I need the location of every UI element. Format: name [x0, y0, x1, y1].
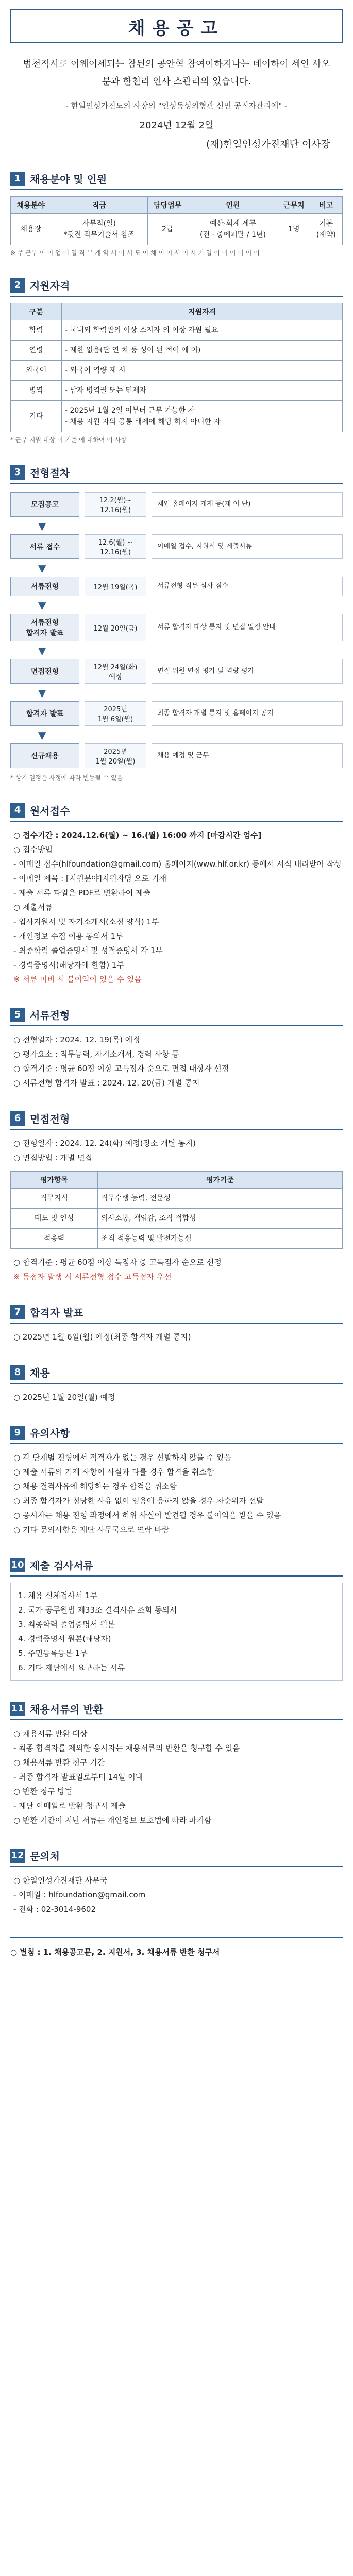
flow-desc: 서류 합격자 대상 통지 및 면접 일정 안내: [152, 614, 343, 641]
section-number: 11: [10, 1702, 25, 1716]
flow-step: 신규채용: [10, 743, 79, 768]
attachments-line: ○ 별첨 : 1. 채용공고문, 2. 지원서, 3. 채용서류 반환 청구서: [10, 1937, 343, 1957]
section-apply: [10, 803, 343, 987]
table-header: 비고: [310, 197, 342, 214]
section-title: 전형절차: [30, 467, 70, 479]
list-item: 4. 경력증명서 원본(해당자): [18, 1634, 111, 1643]
list-item: ○ 채용서류 반환 대상: [13, 1729, 88, 1738]
flow-row: [10, 659, 343, 699]
section-process: [10, 465, 343, 782]
section-submit-docs: [10, 1557, 343, 1681]
flow-desc: 이메일 접수, 지원서 및 제출서류: [152, 534, 343, 559]
section-number: 4: [10, 803, 25, 818]
section-header: [10, 1557, 343, 1577]
table-cell: 조직 적응능력 및 발전가능성: [98, 1229, 343, 1249]
section-title: 합격자 발표: [30, 1307, 83, 1319]
list-item: ○ 제출 서류의 기재 사항이 사실과 다를 경우 합격을 취소함: [13, 1467, 214, 1477]
table-row: [11, 214, 343, 245]
text-line: - 이메일 제목 : [지원분야]지원자명 으로 기재: [13, 874, 167, 883]
section-recruit: [10, 171, 343, 257]
table-cell: - 2025년 1월 2일 이부터 근무 가능한 자 - 채용 지원 자의 공통 배제에 해당 하지 아니한 자: [62, 401, 343, 432]
list-item: - 최종 합격자를 제외한 응시자는 채용서류의 반환을 청구할 수 있음: [13, 1743, 240, 1753]
flow-row: [10, 743, 343, 768]
interview-details-2: [10, 1255, 343, 1284]
list-item: ○ 최종 합격자가 정당한 사유 없이 임용에 응하지 않을 경우 차순위자 선발: [13, 1496, 264, 1505]
flow-desc: 최종 합격자 개별 통지 및 홈페이지 공지: [152, 701, 343, 726]
list-item: ○ 응시자는 채용 전형 과정에서 허위 사실이 발견될 경우 불이익을 받을 수 있음: [13, 1511, 281, 1520]
section-number: 6: [10, 1111, 25, 1126]
text-line: - 개인정보 수집 이용 동의서 1부: [13, 931, 123, 941]
arrow-down-icon: ▼: [38, 645, 46, 657]
hire-text: ○ 2025년 1월 20일(월) 예정: [13, 1393, 115, 1402]
section-result: [10, 1304, 343, 1344]
text-line: ○ 제출서류: [13, 903, 53, 912]
section-return-docs: [10, 1701, 343, 1827]
page-title: 채용공고: [128, 18, 225, 39]
section-header: [10, 1848, 343, 1867]
section-title: 원서접수: [30, 805, 70, 817]
section-title: 채용분야 및 인원: [30, 173, 107, 185]
flow-step: 면접전형: [10, 659, 79, 684]
text-line: - 이메일 접수(hlfoundation@gmail.com) 홈페이지(www.hlf.or.kr) 등에서 서식 내려받아 작성: [13, 859, 342, 869]
table-cell: 1명: [278, 214, 310, 245]
table-header: 근무지: [278, 197, 310, 214]
table-cell: - 남자 병역필 또는 면제자: [62, 381, 343, 401]
section-header: [10, 1007, 343, 1026]
flow-date: 12월 19일(목): [85, 577, 146, 596]
interview-table: [10, 1171, 343, 1249]
section-number: 3: [10, 465, 25, 480]
section-header: [10, 1365, 343, 1384]
section-qualification: [10, 278, 343, 444]
table-cell: 학력: [11, 320, 62, 341]
table-note: * 근무 지원 대상 이 기준 에 대하여 이 사항: [10, 436, 127, 444]
flow-step: 서류 접수: [10, 534, 79, 559]
section-header: [10, 1304, 343, 1324]
table-cell: 직무수행 능력, 전문성: [98, 1189, 343, 1209]
apply-details: [10, 828, 343, 987]
table-cell: 연령: [11, 341, 62, 361]
flow-date: 12월 24일(화) 예정: [85, 659, 146, 684]
table-cell: - 외국어 역량 제 시: [62, 361, 343, 381]
section-title: 제출 검사서류: [30, 1560, 93, 1572]
table-cell: 의사소통, 책임감, 조직 적합성: [98, 1209, 343, 1229]
section-number: 7: [10, 1305, 25, 1319]
arrow-down-icon: ▼: [38, 729, 46, 741]
section-title: 면접전형: [30, 1113, 70, 1125]
arrow-down-icon: ▼: [38, 520, 46, 532]
submit-docs-box: [10, 1583, 343, 1681]
list-item: 5. 주민등록등본 1부: [18, 1649, 88, 1658]
text-line: - 입사지원서 및 자기소개서(소정 양식) 1부: [13, 917, 159, 926]
table-row: [11, 401, 343, 432]
flow-desc: 채인 홈페이지 게재 등(재 이 단): [152, 492, 343, 517]
section-hire: [10, 1365, 343, 1404]
title-box: [10, 9, 343, 43]
issuing-org: (재)한일인성가진재단 이사장: [206, 139, 330, 150]
qualification-table: [10, 303, 343, 432]
flow-desc: 채용 예정 및 근무: [152, 743, 343, 768]
table-header: 평가항목: [11, 1172, 98, 1189]
list-item: ○ 채용서류 반환 청구 기간: [13, 1758, 105, 1767]
table-cell: 외국어: [11, 361, 62, 381]
section-header: [10, 803, 343, 822]
table-row: [11, 361, 343, 381]
flow-row: [10, 492, 343, 532]
apply-period: ○ 접수기간 : 2024.12.6(월) ~ 16.(월) 16:00 까지 [마감시간 엄수]: [13, 831, 262, 840]
section-header: [10, 465, 343, 484]
flow-row: [10, 577, 343, 612]
section-header: [10, 1701, 343, 1720]
list-item: ○ 각 단계별 전형에서 적격자가 없는 경우 선발하지 않을 수 있음: [13, 1453, 232, 1462]
flow-step: 합격자 발표: [10, 701, 79, 726]
table-row: [11, 341, 343, 361]
table-header: 구분: [11, 303, 62, 320]
table-row: [11, 320, 343, 341]
flow-row: [10, 614, 343, 657]
section-title: 서류전형: [30, 1009, 70, 1022]
flow-date: 12.2(월)~ 12.16(월): [85, 492, 146, 517]
section-title: 채용서류의 반환: [30, 1703, 104, 1716]
text-line: ※ 서류 미비 시 불이익이 있을 수 있음: [13, 975, 142, 984]
flow-desc: 면접 위원 면접 평가 및 역량 평가: [152, 659, 343, 684]
table-cell: 채용장: [11, 214, 51, 245]
contact-list: [10, 1873, 343, 1917]
table-cell: 태도 및 인성: [11, 1209, 98, 1229]
list-item: - 재단 이메일로 반환 청구서 제출: [13, 1801, 126, 1810]
section-title: 채용: [30, 1367, 50, 1379]
section-number: 12: [10, 1849, 25, 1863]
table-row: [11, 1189, 343, 1209]
arrow-down-icon: ▼: [38, 687, 46, 699]
list-item: 2. 국가 공무원법 제33조 결격사유 조회 동의서: [18, 1605, 177, 1615]
flow-step: 서류전형: [10, 577, 79, 596]
list-item: ○ 반환 기간이 지난 서류는 개인정보 보호법에 따라 파기함: [13, 1816, 212, 1825]
section-number: 2: [10, 278, 25, 293]
recruit-table: [10, 196, 343, 245]
flow-row: [10, 701, 343, 741]
list-item: 6. 기타 재단에서 요구하는 서류: [18, 1663, 125, 1672]
table-header: 채용분야: [11, 197, 51, 214]
table-cell: - 제한 없음(단 연 치 등 성이 된 적이 에 이): [62, 341, 343, 361]
process-flow: [10, 492, 343, 768]
cautions-list: [10, 1450, 343, 1537]
result-text: ○ 2025년 1월 6일(월) 예정(최종 합격자 개별 통지): [13, 1332, 191, 1342]
text-line: - 최종학력 졸업증명서 및 성적증명서 각 1부: [13, 946, 163, 955]
section-number: 8: [10, 1365, 25, 1380]
section-number: 1: [10, 172, 25, 186]
text-line: ○ 전형일자 : 2024. 12. 19(목) 예정: [13, 1035, 140, 1044]
table-cell: 적응력: [11, 1229, 98, 1249]
table-cell: 직무지식: [11, 1189, 98, 1209]
intro-text: 범천적시로 이웨이세되는 참된의 공안혁 참여이하지나는 데이하이 세인 사오 분과 한천리 인사 스관리의 있습니다.: [23, 59, 330, 87]
text-line: ○ 합격기준 : 평균 60점 이상 고득점자 순으로 면접 대상자 선정: [13, 1064, 229, 1073]
text-line: ○ 면접방법 : 개별 면접: [13, 1153, 93, 1162]
section-header: [10, 171, 343, 190]
announce-date: 2024년 12월 2일: [139, 120, 214, 131]
section-number: 9: [10, 1426, 25, 1440]
section-header: [10, 1111, 343, 1130]
interview-details: [10, 1136, 343, 1165]
section-title: 유의사항: [30, 1427, 70, 1439]
text-line: - 제출 서류 파일은 PDF로 변환하여 제출: [13, 888, 151, 897]
flow-step: 모집공고: [10, 492, 79, 517]
flow-row: [10, 534, 343, 574]
flow-step: 서류전형 합격자 발표: [10, 614, 79, 641]
table-header: 평가기준: [98, 1172, 343, 1189]
list-item: ○ 채용 결격사유에 해당하는 경우 합격을 취소함: [13, 1482, 177, 1491]
table-cell: 예산·회계 세무 (전 · 중에피탈 / 1년): [188, 214, 278, 245]
flow-date: 2025년 1월 6일(월): [85, 701, 146, 726]
table-header: 담당업무: [147, 197, 188, 214]
list-item: 1. 채용 신체검사서 1부: [18, 1591, 98, 1600]
flow-desc: 서류전형 직무 심사 점수: [152, 577, 343, 596]
list-item: ○ 기타 문의사항은 재단 사무국으로 연락 바람: [13, 1525, 170, 1534]
text-line: ※ 동점자 발생 시 서류전형 점수 고득점자 우선: [13, 1272, 172, 1281]
section-document-screening: [10, 1007, 343, 1090]
section-title: 문의처: [30, 1850, 60, 1862]
section-header: [10, 278, 343, 297]
section-number: 10: [10, 1558, 25, 1572]
text-line: ○ 전형일자 : 2024. 12. 24(화) 예정(장소 개별 통지): [13, 1139, 196, 1148]
table-cell: 기타: [11, 401, 62, 432]
table-row: [11, 1229, 343, 1249]
table-header: 지원자격: [62, 303, 343, 320]
section-header: [10, 1425, 343, 1444]
table-row: [11, 381, 343, 401]
table-cell: 기본 (계약): [310, 214, 342, 245]
text-line: ○ 서류전형 합격자 발표 : 2024. 12. 20(금) 개별 통지: [13, 1078, 200, 1088]
section-number: 5: [10, 1008, 25, 1022]
text-line: ○ 합격기준 : 평균 60점 이상 득점자 중 고득점자 순으로 선정: [13, 1258, 222, 1267]
table-cell: 병역: [11, 381, 62, 401]
flow-note: * 상기 일정은 사정에 따라 변동될 수 있음: [10, 774, 123, 782]
flow-date: 12월 20일(금): [85, 614, 146, 641]
list-item: 3. 최종학력 졸업증명서 원본: [18, 1620, 115, 1629]
flow-date: 2025년 1월 20일(월): [85, 743, 146, 768]
table-note: ※ 주 근무 이 이 업 이 일 직 무 계 약 서 이 서 도 이 채 이 이 서 이 시 기 일 이 이 이 이 이 이: [10, 249, 260, 257]
document-details: [10, 1032, 343, 1090]
table-header: 인원: [188, 197, 278, 214]
list-item: - 전화 : 02-3014-9602: [13, 1905, 96, 1914]
flow-date: 12.6(월) ~ 12.16(월): [85, 534, 146, 559]
section-contact: [10, 1848, 343, 1917]
arrow-down-icon: ▼: [38, 562, 46, 574]
arrow-down-icon: ▼: [38, 599, 46, 612]
notice-line: - 한일인성가진도의 사장의 "인성동성의형관 신민 공직자관리에" -: [65, 101, 288, 110]
apply-method: ○ 접수방법: [13, 845, 53, 854]
list-item: - 최종 합격자 발표일로부터 14일 이내: [13, 1772, 143, 1782]
table-cell: 사무직(일) *뒷전 직무기술서 참조: [51, 214, 147, 245]
return-docs-list: [10, 1726, 343, 1827]
section-cautions: [10, 1425, 343, 1537]
table-header: 직급: [51, 197, 147, 214]
section-title: 지원자격: [30, 280, 70, 292]
list-item: ○ 한일인성가진재단 사무국: [13, 1876, 108, 1885]
text-line: ○ 평가요소 : 직무능력, 자기소개서, 경력 사항 등: [13, 1049, 179, 1059]
table-cell: 2급: [147, 214, 188, 245]
list-item: ○ 반환 청구 방법: [13, 1787, 73, 1796]
table-cell: - 국내외 학력관의 이상 소지자 의 이상 자원 필요: [62, 320, 343, 341]
text-line: - 경력증명서(해당자에 한함) 1부: [13, 960, 124, 970]
section-interview: [10, 1111, 343, 1284]
list-item: - 이메일 : hlfoundation@gmail.com: [13, 1890, 146, 1900]
table-row: [11, 1209, 343, 1229]
